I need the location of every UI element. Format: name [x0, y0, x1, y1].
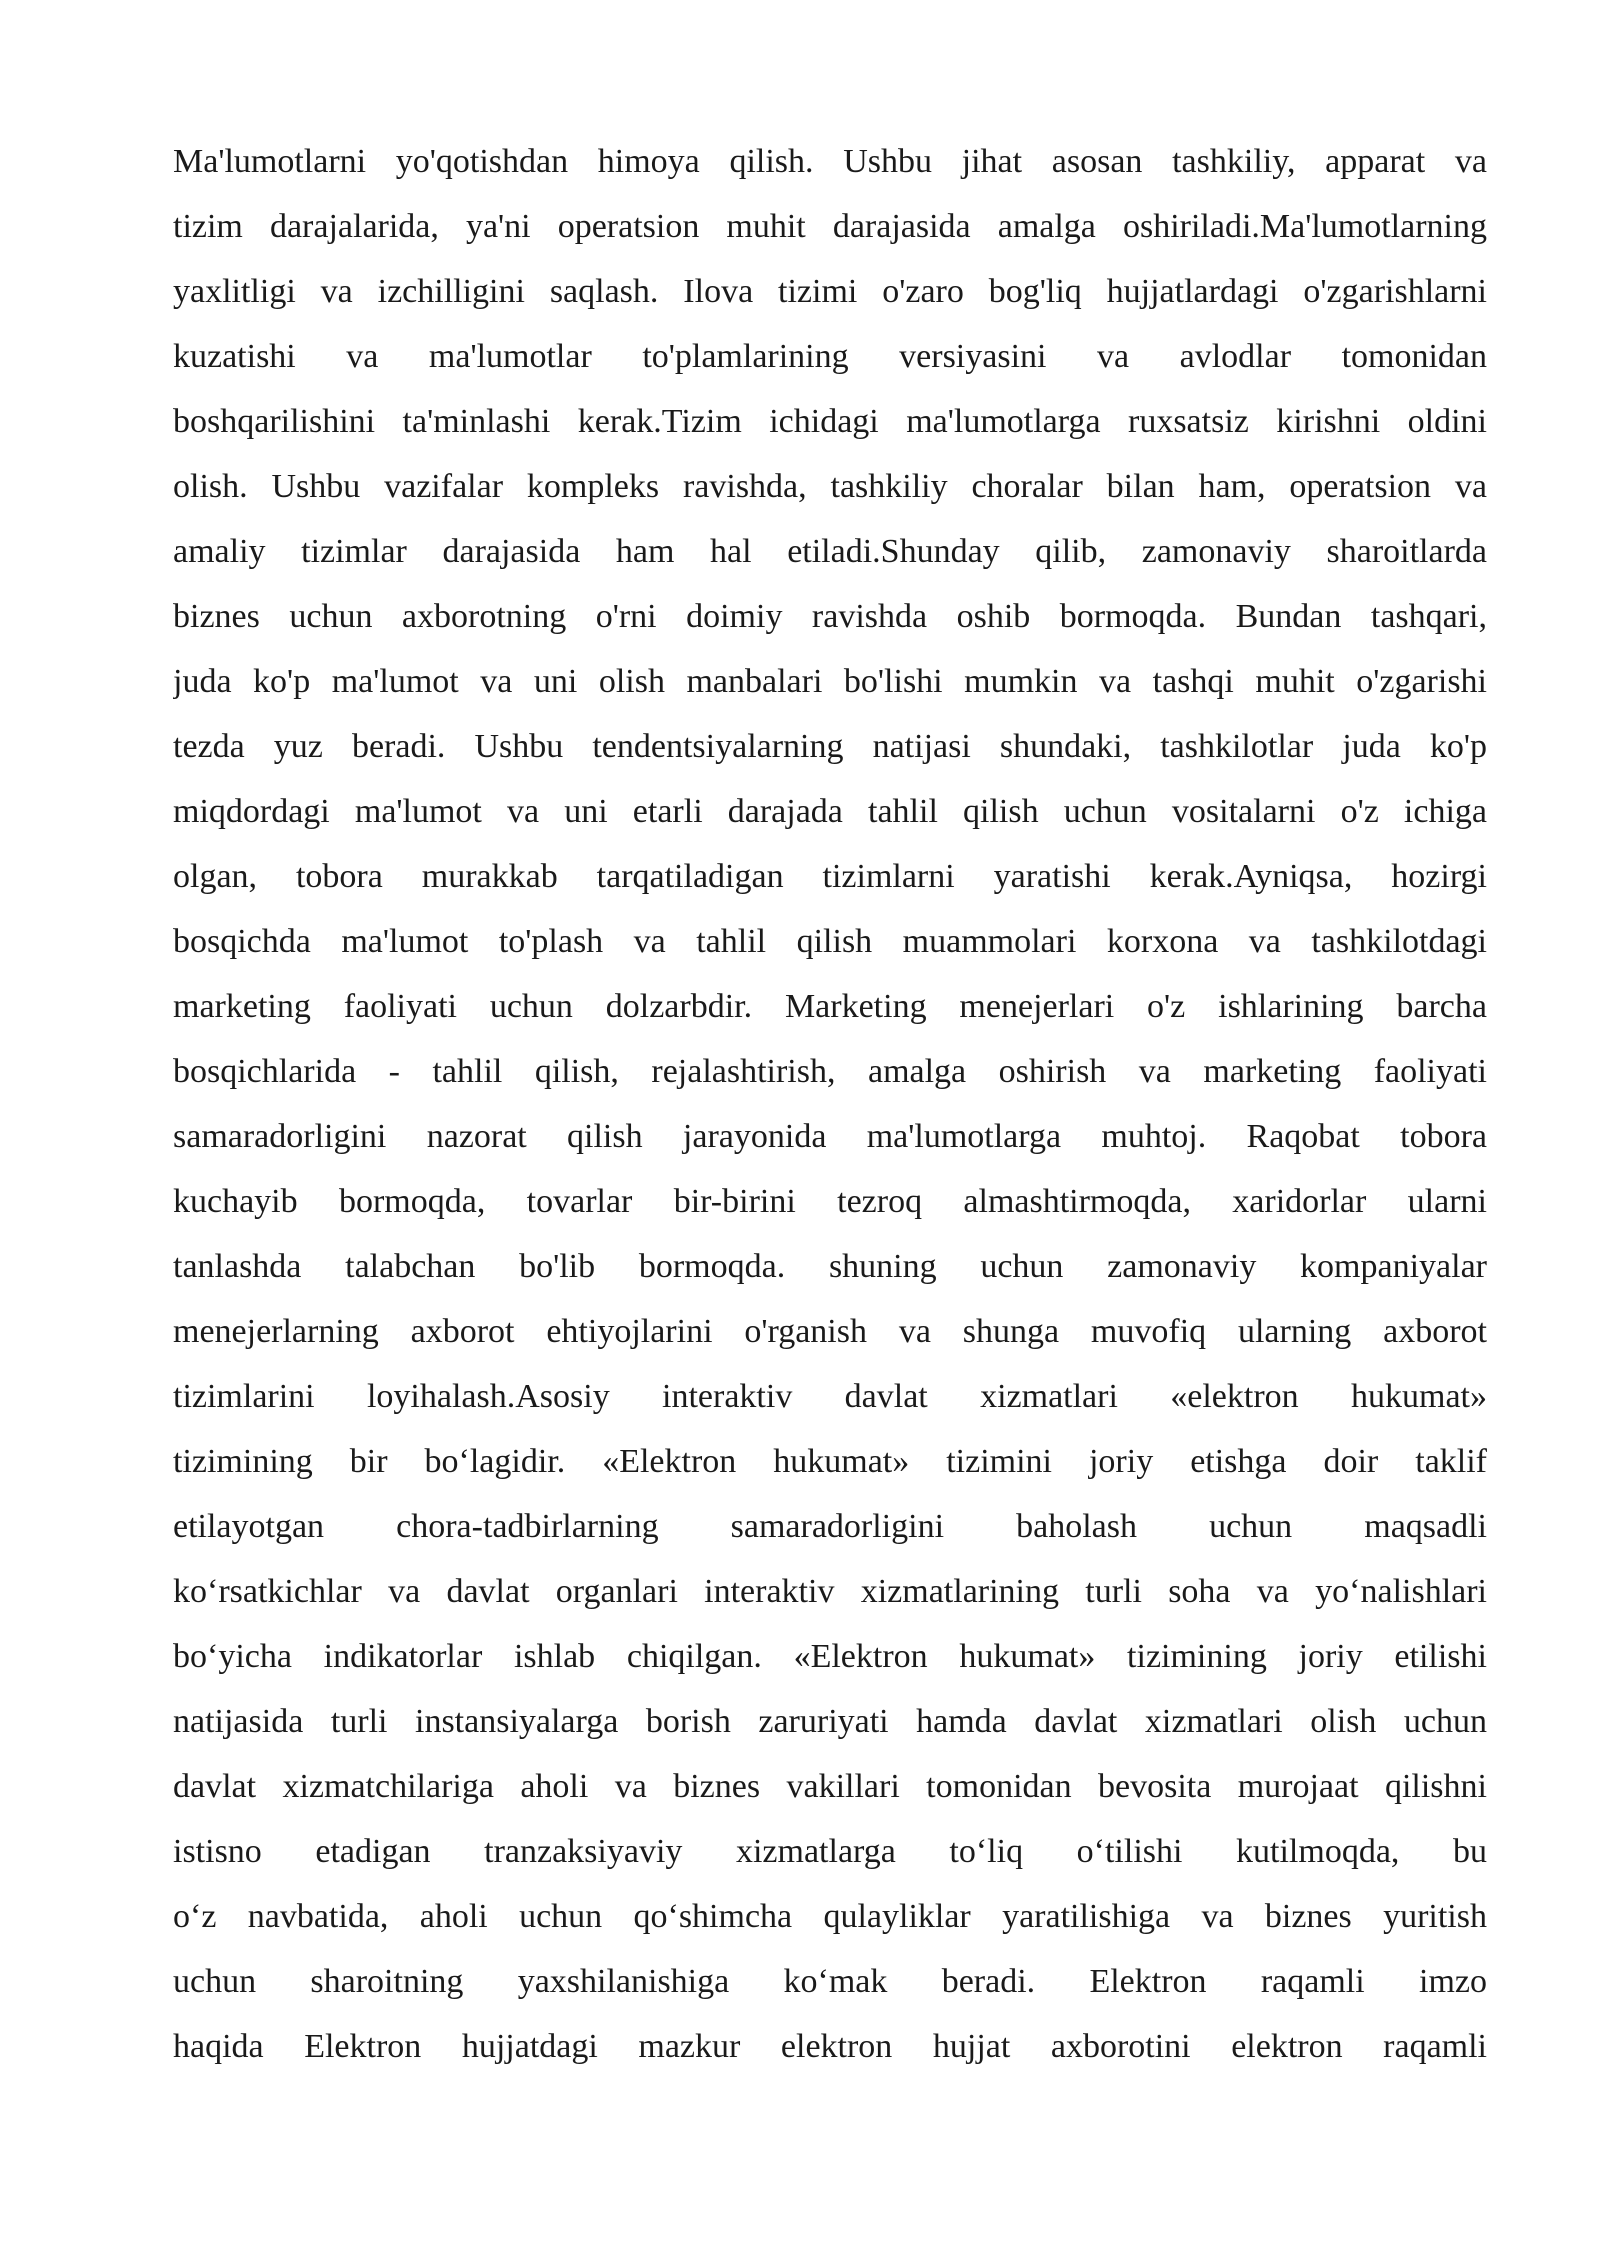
text-line: marketing faoliyati uchun dolzarbdir. Marketing menejerlari o'z ishlarining barcha — [173, 988, 1487, 1025]
text-line: biznes uchun axborotning o'rni doimiy ravishda oshib bormoqda. Bundan tashqari, — [173, 598, 1487, 635]
text-line: kuzatishi va ma'lumotlar to'plamlarining versiyasini va avlodlar tomonidan — [173, 338, 1487, 375]
text-line: haqida Elektron hujjatdagi mazkur elektron hujjat axborotini elektron raqamli — [173, 2028, 1487, 2065]
body-text — [173, 129, 1487, 2079]
text-line: olgan, tobora murakkab tarqatiladigan tizimlarni yaratishi kerak.Ayniqsa, hozirgi — [173, 858, 1487, 895]
text-line: tezda yuz beradi. Ushbu tendentsiyalarning natijasi shundaki, tashkilotlar juda ko'p — [173, 728, 1487, 765]
text-line: etilayotgan chora-tadbirlarning samaradorligini baholash uchun maqsadli — [173, 1508, 1487, 1545]
text-line: olish. Ushbu vazifalar kompleks ravishda, tashkiliy choralar bilan ham, operatsion va — [173, 468, 1487, 505]
text-line: tanlashda talabchan bo'lib bormoqda. shuning uchun zamonaviy kompaniyalar — [173, 1248, 1487, 1285]
text-line: tizimining bir bo‘lagidir. «Elektron hukumat» tizimini joriy etishga doir taklif — [173, 1443, 1487, 1480]
text-line: yaxlitligi va izchilligini saqlash. Ilova tizimi o'zaro bog'liq hujjatlardagi o'zgarishlarni — [173, 273, 1487, 310]
text-line: davlat xizmatchilariga aholi va biznes vakillari tomonidan bevosita murojaat qilishni — [173, 1768, 1487, 1805]
text-line: miqdordagi ma'lumot va uni etarli darajada tahlil qilish uchun vositalarni o'z ichiga — [173, 793, 1487, 830]
text-line: istisno etadigan tranzaksiyaviy xizmatlarga to‘liq o‘tilishi kutilmoqda, bu — [173, 1833, 1487, 1870]
text-line: menejerlarning axborot ehtiyojlarini o'rganish va shunga muvofiq ularning axborot — [173, 1313, 1487, 1350]
text-line: bo‘yicha indikatorlar ishlab chiqilgan. «Elektron hukumat» tizimining joriy etilishi — [173, 1638, 1487, 1675]
text-line: ko‘rsatkichlar va davlat organlari interaktiv xizmatlarining turli soha va yo‘nalishlari — [173, 1573, 1487, 1610]
text-line: kuchayib bormoqda, tovarlar bir-birini tezroq almashtirmoqda, xaridorlar ularni — [173, 1183, 1487, 1220]
text-line: natijasida turli instansiyalarga borish zaruriyati hamda davlat xizmatlari olish uchun — [173, 1703, 1487, 1740]
text-line: tizimlarini loyihalash.Asosiy interaktiv davlat xizmatlari «elektron hukumat» — [173, 1378, 1487, 1415]
text-line: bosqichlarida - tahlil qilish, rejalashtirish, amalga oshirish va marketing faoliyati — [173, 1053, 1487, 1090]
text-line: samaradorligini nazorat qilish jarayonida ma'lumotlarga muhtoj. Raqobat tobora — [173, 1118, 1487, 1155]
text-line: boshqarilishini ta'minlashi kerak.Tizim ichidagi ma'lumotlarga ruxsatsiz kirishni oldini — [173, 403, 1487, 440]
text-line: bosqichda ma'lumot to'plash va tahlil qilish muammolari korxona va tashkilotdagi — [173, 923, 1487, 960]
text-line: Ma'lumotlarni yo'qotishdan himoya qilish. Ushbu jihat asosan tashkiliy, apparat va — [173, 143, 1487, 180]
text-line: juda ko'p ma'lumot va uni olish manbalari bo'lishi mumkin va tashqi muhit o'zgarishi — [173, 663, 1487, 700]
text-line: uchun sharoitning yaxshilanishiga ko‘mak beradi. Elektron raqamli imzo — [173, 1963, 1487, 2000]
text-line: tizim darajalarida, ya'ni operatsion muhit darajasida amalga oshiriladi.Ma'lumotlarning — [173, 208, 1487, 245]
text-line: amaliy tizimlar darajasida ham hal etiladi.Shunday qilib, zamonaviy sharoitlarda — [173, 533, 1487, 570]
text-line: o‘z navbatida, aholi uchun qo‘shimcha qulayliklar yaratilishiga va biznes yuritish — [173, 1898, 1487, 1935]
